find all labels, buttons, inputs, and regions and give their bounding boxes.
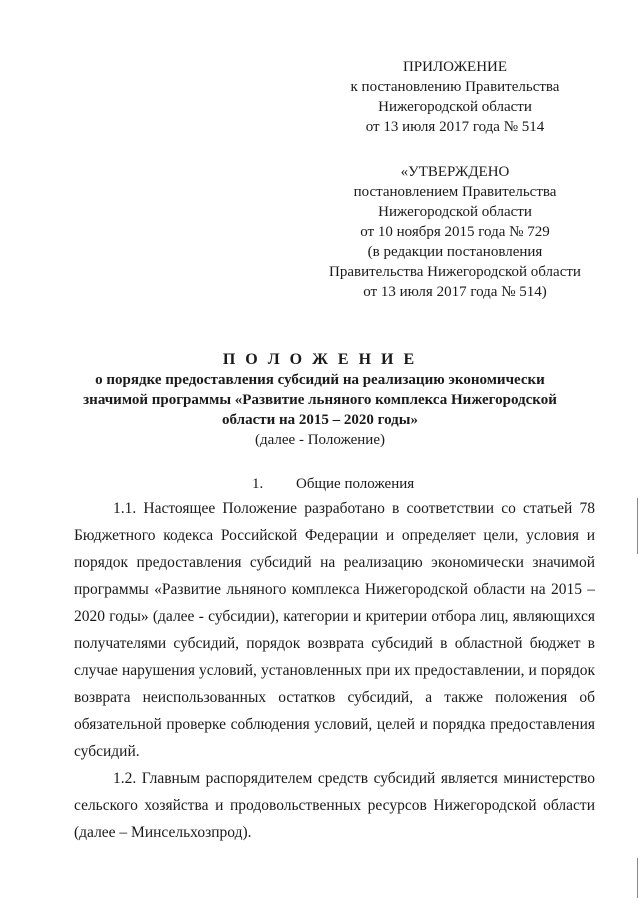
scan-edge-mark — [637, 498, 638, 554]
document-subtitle-line-1: о порядке предоставления субсидий на реализацию экономически — [95, 372, 545, 388]
paragraph-line: случае нарушения условий, установленных при их предоставлении, и порядок — [74, 662, 595, 679]
paragraph-line: 1.1. Настоящее Положение разработано в соответствии со статьей 78 — [113, 500, 595, 517]
paragraph-line: Бюджетного кодекса Российской Федерации и определяет цели, условия и — [74, 527, 595, 544]
section-number: 1. — [252, 476, 264, 492]
scan-edge-mark — [637, 858, 638, 898]
appendix-line-3: от 13 июля 2017 года № 514 — [365, 119, 545, 135]
appendix-line-2: Нижегородской области — [378, 99, 532, 115]
approved-line-2: Нижегородской области — [378, 204, 532, 220]
approved-title: «УТВЕРЖДЕНО — [400, 164, 510, 180]
paragraph-line: получателями субсидий, порядок возврата субсидий в областной бюджет в — [74, 635, 595, 652]
approved-line-3: от 10 ноября 2015 года № 729 — [360, 224, 550, 240]
paragraph-line: 1.2. Главным распорядителем средств субсидий является министерство — [113, 770, 595, 787]
document-subtitle-note: (далее - Положение) — [255, 432, 385, 448]
paragraph-line: порядок предоставления субсидий на реализацию экономически значимой — [74, 554, 595, 571]
approved-line-5: Правительства Нижегородской области — [329, 264, 581, 280]
paragraph-line: обязательной проверке соблюдения условий, целей и порядка предоставления — [74, 716, 595, 733]
paragraph-line: субсидий. — [74, 743, 140, 760]
document-subtitle-line-2: значимой программы «Развитие льняного комплекса Нижегородской — [83, 392, 557, 408]
appendix-title: ПРИЛОЖЕНИЕ — [402, 59, 508, 75]
document-subtitle-line-3: области на 2015 – 2020 годы» — [222, 412, 418, 428]
paragraph-line: сельского хозяйства и продовольственных ресурсов Нижегородской области — [74, 797, 595, 814]
approved-line-4: (в редакции постановления — [367, 244, 543, 260]
approved-line-6: от 13 июля 2017 года № 514) — [363, 284, 547, 300]
approved-line-1: постановлением Правительства — [353, 184, 557, 200]
paragraph-line: программы «Развитие льняного комплекса Нижегородской области на 2015 – — [74, 581, 595, 598]
paragraph-line: 2020 годы» (далее - субсидии), категории и критерии отбора лиц, являющихся — [74, 608, 595, 625]
paragraph-line: возврата неиспользованных остатков субсидий, а также положения об — [74, 689, 595, 706]
paragraph-line: (далее – Минсельхозпрод). — [74, 824, 252, 841]
document-title: П О Л О Ж Е Н И Е — [222, 351, 418, 368]
appendix-line-1: к постановлению Правительства — [350, 79, 560, 95]
section-title: Общие положения — [296, 476, 415, 492]
